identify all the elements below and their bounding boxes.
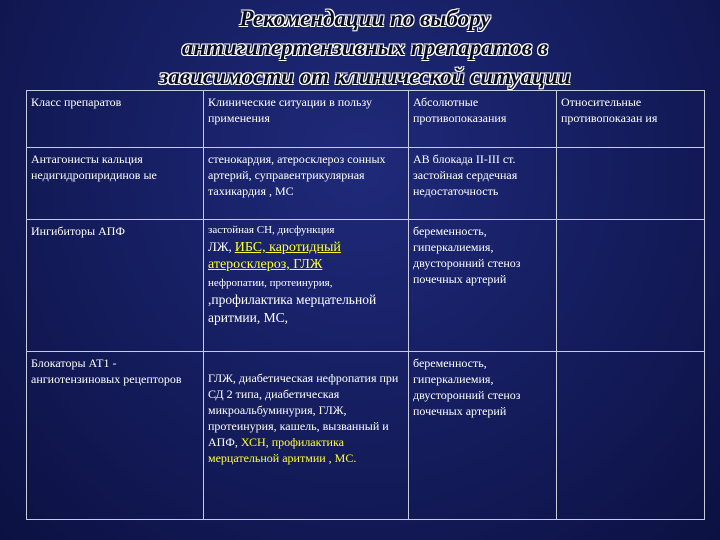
slide-title <box>40 4 690 91</box>
title-line-1: Рекомендации по выбору <box>239 6 491 31</box>
row-calcium-antagonists-class: Антагонисты кальция недигидропиридинов ые <box>27 148 204 220</box>
row-ace-inhibitors-class: Ингибиторы АПФ <box>27 220 204 352</box>
row-ace-inhibitors-absolute: беременность, гиперкалиемия, двусторонний стеноз почечных артерий <box>409 220 557 352</box>
table-header-row <box>27 91 705 148</box>
ace-situations-part-b: ЛЖ, <box>208 239 232 254</box>
ace-situations-part-e: ,профилактика мерцательной аритмии, МС, <box>208 292 377 325</box>
table-row <box>27 220 705 352</box>
row-ace-inhibitors-situations <box>204 220 409 352</box>
table-row <box>27 148 705 220</box>
row-calcium-antagonists-relative <box>557 148 705 220</box>
title-line-3: зависимости от клинической ситуации <box>159 64 571 89</box>
header-drug-class: Класс препаратов <box>27 91 204 148</box>
ace-situations-part-d: нефропатии, протеинурия, <box>208 277 333 289</box>
title-line-2: антигипертензивных препаратов в <box>181 35 549 60</box>
header-relative-contraindications: Относительные противопоказан ия <box>557 91 705 148</box>
row-calcium-antagonists-situations: стенокардия, атеросклероз сонных артерий, суправентрикулярная тахикардия , МС <box>204 148 409 220</box>
row-arb-absolute: беременность, гиперкалиемия, двусторонний стеноз почечных артерий <box>409 352 557 520</box>
table-row <box>27 352 705 520</box>
row-arb-class: Блокаторы АТ1 - ангиотензиновых рецепторов <box>27 352 204 520</box>
arb-situations-part-a: ГЛЖ, диабетическая нефропатия при СД 2 типа, диабетическая микроальбуминурия, ГЛЖ, протеинурия, кашель, вызванный и АПФ, <box>208 371 399 449</box>
header-clinical-situations: Клинические ситуации в пользу применения <box>204 91 409 148</box>
row-arb-situations <box>204 352 409 520</box>
ace-situations-line-2 <box>208 238 404 273</box>
ace-situations-part-a: застойная СН, дисфункция <box>208 224 335 236</box>
header-absolute-contraindications: Абсолютные противопоказания <box>409 91 557 148</box>
ace-situations-part-c: ИБС, каротидный атеросклероз, ГЛЖ <box>208 240 341 272</box>
arb-situations-part-c: профилактика мерцательной аритмии , МС. <box>208 435 357 465</box>
row-ace-inhibitors-relative <box>557 220 705 352</box>
arb-situations-part-b: ХСН, <box>240 435 269 449</box>
recommendations-table <box>26 90 705 520</box>
row-arb-relative <box>557 352 705 520</box>
row-calcium-antagonists-absolute: АВ блокада II-III ст. застойная сердечная недостаточность <box>409 148 557 220</box>
